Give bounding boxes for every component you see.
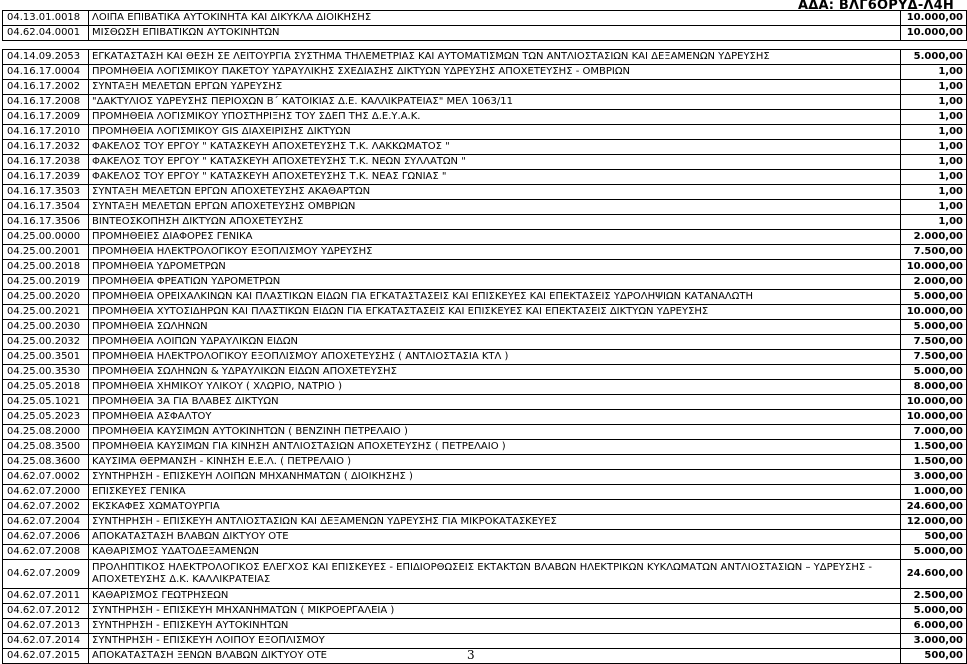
- account-code-cell: 04.25.05.2018: [3, 380, 89, 395]
- account-code-cell: 04.25.00.2018: [3, 260, 89, 275]
- account-code-cell: 04.14.09.2053: [3, 50, 89, 65]
- amount-cell: 10.000,00: [901, 11, 967, 26]
- amount-cell: 5.000,00: [901, 545, 967, 560]
- account-code-cell: 04.62.07.2004: [3, 515, 89, 530]
- amount-cell: 2.000,00: [901, 275, 967, 290]
- amount-cell: 1,00: [901, 80, 967, 95]
- description-cell: "ΔΑΚΤΥΛΙΟΣ ΥΔΡΕΥΣΗΣ ΠΕΡΙΟΧΩΝ Β΄ ΚΑΤΟΙΚΙΑΣ Δ.Ε. ΚΑΛΛΙΚΡΑΤΕΙΑΣ" ΜΕΛ 1063/11: [89, 95, 901, 110]
- description-cell: ΠΡΟΜΗΘΕΙΑ ΥΔΡΟΜΕΤΡΩΝ: [89, 260, 901, 275]
- document-ada-code: ΑΔΑ: ΒΛΓ6ΟΡΥΔ-Λ4Η: [797, 0, 954, 13]
- description-cell: ΦΑΚΕΛΟΣ ΤΟΥ ΕΡΓΟΥ " ΚΑΤΑΣΚΕΥΗ ΑΠΟΧΕΤΕΥΣΗΣ Τ.Κ. ΝΕΩΝ ΣΥΛΛΑΤΩΝ ": [89, 155, 901, 170]
- account-code-cell: 04.16.17.2032: [3, 140, 89, 155]
- page-number: 3: [467, 648, 475, 662]
- table-row: [3, 515, 967, 530]
- table-row: [3, 619, 967, 634]
- table-row: [3, 320, 967, 335]
- amount-cell: 10.000,00: [901, 26, 967, 41]
- description-cell: ΕΠΙΣΚΕΥΕΣ ΓΕΝΙΚΑ: [89, 485, 901, 500]
- table-row: [3, 200, 967, 215]
- description-cell: ΣΥΝΤΗΡΗΣΗ - ΕΠΙΣΚΕΥΗ ΛΟΙΠΩΝ ΜΗΧΑΝΗΜΑΤΩΝ ( ΔΙΟΙΚΗΣΗΣ ): [89, 470, 901, 485]
- description-cell: ΠΡΟΛΗΠΤΙΚΟΣ ΗΛΕΚΤΡΟΛΟΓΙΚΟΣ ΕΛΕΓΧΟΣ ΚΑΙ ΕΠΙΣΚΕΥΕΣ - ΕΠΙΔΙΟΡΘΩΣΕΙΣ ΕΚΤΑΚΤΩΝ ΒΛΑΒΩΝ ΗΛΕΚΤΡΙΚΩΝ ΚΥΚΛΩΜΑΤΩΝ ΑΝΤΛΙΟΣΤΑΣΙΩΝ – ΥΔΡΕΥΣΗΣ - ΑΠΟΧΕΤΕΥΣΗΣ Δ.Κ. ΚΑΛΛΙΚΡΑΤΕΙΑΣ: [89, 560, 901, 589]
- amount-cell: 5.000,00: [901, 365, 967, 380]
- amount-cell: 1,00: [901, 170, 967, 185]
- description-cell: ΣΥΝΤΑΞΗ ΜΕΛΕΤΩΝ ΕΡΓΩΝ ΑΠΟΧΕΤΕΥΣΗΣ ΑΚΑΘΑΡΤΩΝ: [89, 185, 901, 200]
- amount-cell: 7.000,00: [901, 425, 967, 440]
- amount-cell: 10.000,00: [901, 395, 967, 410]
- table-row: [3, 560, 967, 589]
- table-row: [3, 485, 967, 500]
- description-cell: ΣΥΝΤΑΞΗ ΜΕΛΕΤΩΝ ΕΡΓΩΝ ΥΔΡΕΥΣΗΣ: [89, 80, 901, 95]
- table-row: [3, 215, 967, 230]
- amount-cell: 1,00: [901, 200, 967, 215]
- account-code-cell: 04.16.17.3504: [3, 200, 89, 215]
- amount-cell: 3.000,00: [901, 470, 967, 485]
- amount-cell: 1.500,00: [901, 440, 967, 455]
- amount-cell: 1.000,00: [901, 485, 967, 500]
- table-row: [3, 140, 967, 155]
- account-code-cell: 04.62.07.2015: [3, 649, 89, 664]
- amount-cell: 6.000,00: [901, 619, 967, 634]
- amount-cell: 24.600,00: [901, 560, 967, 589]
- description-cell: ΠΡΟΜΗΘΕΙΑ ΦΡΕΑΤΙΩΝ ΥΔΡΟΜΕΤΡΩΝ: [89, 275, 901, 290]
- account-code-cell: 04.62.07.2006: [3, 530, 89, 545]
- amount-cell: 2.500,00: [901, 589, 967, 604]
- account-code-cell: 04.62.07.2012: [3, 604, 89, 619]
- description-cell: ΠΡΟΜΗΘΕΙΑ ΧΗΜΙΚΟΥ ΥΛΙΚΟΥ ( ΧΛΩΡΙΟ, ΝΑΤΡΙΟ ): [89, 380, 901, 395]
- description-cell: ΕΚΣΚΑΦΕΣ ΧΩΜΑΤΟΥΡΓΙΑ: [89, 500, 901, 515]
- table-row: [3, 440, 967, 455]
- description-cell: ΠΡΟΜΗΘΕΙΑ ΛΟΓΙΣΜΙΚΟΥ GIS ΔΙΑΧΕΙΡΙΣΗΣ ΔΙΚΤΥΩΝ: [89, 125, 901, 140]
- table-row: [3, 170, 967, 185]
- account-code-cell: 04.62.07.2008: [3, 545, 89, 560]
- description-cell: ΠΡΟΜΗΘΕΙΑ 3Α ΓΙΑ ΒΛΑΒΕΣ ΔΙΚΤΥΩΝ: [89, 395, 901, 410]
- amount-cell: 500,00: [901, 530, 967, 545]
- table-row: [3, 305, 967, 320]
- table-row: [3, 500, 967, 515]
- spacer-cell: [3, 41, 967, 50]
- account-code-cell: 04.16.17.2039: [3, 170, 89, 185]
- amount-cell: 5.000,00: [901, 604, 967, 619]
- amount-cell: 10.000,00: [901, 305, 967, 320]
- table-row: [3, 11, 967, 26]
- amount-cell: 1,00: [901, 215, 967, 230]
- amount-cell: 1,00: [901, 140, 967, 155]
- budget-table: [2, 10, 967, 664]
- table-row: [3, 260, 967, 275]
- table-row: [3, 335, 967, 350]
- description-cell: ΦΑΚΕΛΟΣ ΤΟΥ ΕΡΓΟΥ " ΚΑΤΑΣΚΕΥΗ ΑΠΟΧΕΤΕΥΣΗΣ Τ.Κ. ΝΕΑΣ ΓΩΝΙΑΣ ": [89, 170, 901, 185]
- table-row: [3, 245, 967, 260]
- table-row: [3, 26, 967, 41]
- table-row: [3, 155, 967, 170]
- description-cell: ΣΥΝΤΑΞΗ ΜΕΛΕΤΩΝ ΕΡΓΩΝ ΑΠΟΧΕΤΕΥΣΗΣ ΟΜΒΡΙΩΝ: [89, 200, 901, 215]
- account-code-cell: 04.25.00.3530: [3, 365, 89, 380]
- account-code-cell: 04.25.05.1021: [3, 395, 89, 410]
- amount-cell: 500,00: [901, 649, 967, 664]
- account-code-cell: 04.25.08.3500: [3, 440, 89, 455]
- account-code-cell: 04.16.17.0004: [3, 65, 89, 80]
- account-code-cell: 04.16.17.3503: [3, 185, 89, 200]
- account-code-cell: 04.16.17.2002: [3, 80, 89, 95]
- description-cell: ΦΑΚΕΛΟΣ ΤΟΥ ΕΡΓΟΥ " ΚΑΤΑΣΚΕΥΗ ΑΠΟΧΕΤΕΥΣΗΣ Τ.Κ. ΛΑΚΚΩΜΑΤΟΣ ": [89, 140, 901, 155]
- description-cell: ΣΥΝΤΗΡΗΣΗ - ΕΠΙΣΚΕΥΗ ΜΗΧΑΝΗΜΑΤΩΝ ( ΜΙΚΡΟΕΡΓΑΛΕΙΑ ): [89, 604, 901, 619]
- description-cell: ΠΡΟΜΗΘΕΙΑ ΣΩΛΗΝΩΝ: [89, 320, 901, 335]
- description-cell: ΠΡΟΜΗΘΕΙΑ ΛΟΓΙΣΜΙΚΟΥ ΥΠΟΣΤΗΡΙΞΗΣ ΤΟΥ ΣΔΕΠ ΤΗΣ Δ.Ε.Υ.Α.Κ.: [89, 110, 901, 125]
- amount-cell: 10.000,00: [901, 260, 967, 275]
- table-row: [3, 230, 967, 245]
- account-code-cell: 04.62.07.2014: [3, 634, 89, 649]
- table-row: [3, 634, 967, 649]
- description-cell: ΠΡΟΜΗΘΕΙΑ ΚΑΥΣΙΜΩΝ ΑΥΤΟΚΙΝΗΤΩΝ ( ΒΕΝΖΙΝΗ ΠΕΤΡΕΛΑΙΟ ): [89, 425, 901, 440]
- description-cell: ΠΡΟΜΗΘΕΙΑ ΗΛΕΚΤΡΟΛΟΓΙΚΟΥ ΕΞΟΠΛΙΣΜΟΥ ΑΠΟΧΕΤΕΥΣΗΣ ( ΑΝΤΛΙΟΣΤΑΣΙΑ ΚΤΛ ): [89, 350, 901, 365]
- description-cell: ΠΡΟΜΗΘΕΙΑ ΑΣΦΑΛΤΟΥ: [89, 410, 901, 425]
- description-cell: ΠΡΟΜΗΘΕΙΕΣ ΔΙΑΦΟΡΕΣ ΓΕΝΙΚΑ: [89, 230, 901, 245]
- amount-cell: 5.000,00: [901, 290, 967, 305]
- description-cell: ΣΥΝΤΗΡΗΣΗ - ΕΠΙΣΚΕΥΗ ΑΥΤΟΚΙΝΗΤΩΝ: [89, 619, 901, 634]
- amount-cell: 1,00: [901, 125, 967, 140]
- amount-cell: 12.000,00: [901, 515, 967, 530]
- account-code-cell: 04.16.17.2009: [3, 110, 89, 125]
- account-code-cell: 04.62.07.2000: [3, 485, 89, 500]
- table-row: [3, 350, 967, 365]
- account-code-cell: 04.25.00.2001: [3, 245, 89, 260]
- amount-cell: 1.500,00: [901, 455, 967, 470]
- description-cell: ΑΠΟΚΑΤΑΣΤΑΣΗ ΒΛΑΒΩΝ ΔΙΚΤΥΟΥ ΟΤΕ: [89, 530, 901, 545]
- account-code-cell: 04.25.00.2021: [3, 305, 89, 320]
- budget-table-body: [3, 11, 967, 664]
- description-cell: ΑΠΟΚΑΤΑΣΤΑΣΗ ΞΕΝΩΝ ΒΛΑΒΩΝ ΔΙΚΤΥΟΥ ΟΤΕ: [89, 649, 901, 664]
- account-code-cell: 04.62.04.0001: [3, 26, 89, 41]
- account-code-cell: 04.25.00.3501: [3, 350, 89, 365]
- amount-cell: 1,00: [901, 155, 967, 170]
- row-spacer: [3, 41, 967, 50]
- account-code-cell: 04.16.17.2008: [3, 95, 89, 110]
- account-code-cell: 04.25.00.2019: [3, 275, 89, 290]
- description-cell: ΒΙΝΤΕΟΣΚΟΠΗΣΗ ΔΙΚΤΥΩΝ ΑΠΟΧΕΤΕΥΣΗΣ: [89, 215, 901, 230]
- table-row: [3, 425, 967, 440]
- account-code-cell: 04.25.00.2030: [3, 320, 89, 335]
- description-cell: ΠΡΟΜΗΘΕΙΑ ΧΥΤΟΣΙΔΗΡΩΝ ΚΑΙ ΠΛΑΣΤΙΚΩΝ ΕΙΔΩΝ ΓΙΑ ΕΓΚΑΤΑΣΤΑΣΕΙΣ ΚΑΙ ΕΠΙΣΚΕΥΕΣ ΚΑΙ ΕΠΕΚΤΑΣΕΙΣ ΔΙΚΤΥΩΝ ΥΔΡΕΥΣΗΣ: [89, 305, 901, 320]
- amount-cell: 7.500,00: [901, 245, 967, 260]
- amount-cell: 10.000,00: [901, 410, 967, 425]
- table-row: [3, 275, 967, 290]
- description-cell: ΠΡΟΜΗΘΕΙΑ ΣΩΛΗΝΩΝ & ΥΔΡΑΥΛΙΚΩΝ ΕΙΔΩΝ ΑΠΟΧΕΤΕΥΣΗΣ: [89, 365, 901, 380]
- table-row: [3, 395, 967, 410]
- description-cell: ΠΡΟΜΗΘΕΙΑ ΗΛΕΚΤΡΟΛΟΓΙΚΟΥ ΕΞΟΠΛΙΣΜΟΥ ΥΔΡΕΥΣΗΣ: [89, 245, 901, 260]
- description-cell: ΚΑΘΑΡΙΣΜΟΣ ΓΕΩΤΡΗΣΕΩΝ: [89, 589, 901, 604]
- table-row: [3, 604, 967, 619]
- amount-cell: 1,00: [901, 185, 967, 200]
- description-cell: ΠΡΟΜΗΘΕΙΑ ΛΟΓΙΣΜΙΚΟΥ ΠΑΚΕΤΟΥ ΥΔΡΑΥΛΙΚΗΣ ΣΧΕΔΙΑΣΗΣ ΔΙΚΤΥΩΝ ΥΔΡΕΥΣΗΣ ΑΠΟΧΕΤΕΥΣΗΣ - ΟΜΒΡΙΩΝ: [89, 65, 901, 80]
- description-cell: ΜΙΣΘΩΣΗ ΕΠΙΒΑΤΙΚΩΝ ΑΥΤΟΚΙΝΗΤΩΝ: [89, 26, 901, 41]
- table-row: [3, 545, 967, 560]
- account-code-cell: 04.13.01.0018: [3, 11, 89, 26]
- description-cell: ΕΓΚΑΤΑΣΤΑΣΗ ΚΑΙ ΘΕΣΗ ΣΕ ΛΕΙΤΟΥΡΓΙΑ ΣΥΣΤΗΜΑ ΤΗΛΕΜΕΤΡΙΑΣ ΚΑΙ ΑΥΤΟΜΑΤΙΣΜΩΝ ΤΩΝ ΑΝΤΛΙΟΣΤΑΣΙΩΝ ΚΑΙ ΔΕΞΑΜΕΝΩΝ ΥΔΡΕΥΣΗΣ: [89, 50, 901, 65]
- account-code-cell: 04.25.08.2000: [3, 425, 89, 440]
- amount-cell: 5.000,00: [901, 50, 967, 65]
- account-code-cell: 04.62.07.2002: [3, 500, 89, 515]
- table-row: [3, 470, 967, 485]
- table-row: [3, 95, 967, 110]
- amount-cell: 7.500,00: [901, 335, 967, 350]
- table-row: [3, 110, 967, 125]
- description-cell: ΚΑΘΑΡΙΣΜΟΣ ΥΔΑΤΟΔΕΞΑΜΕΝΩΝ: [89, 545, 901, 560]
- table-row: [3, 455, 967, 470]
- amount-cell: 8.000,00: [901, 380, 967, 395]
- table-row: [3, 80, 967, 95]
- amount-cell: 1,00: [901, 95, 967, 110]
- account-code-cell: 04.16.17.3506: [3, 215, 89, 230]
- description-cell: ΣΥΝΤΗΡΗΣΗ - ΕΠΙΣΚΕΥΗ ΑΝΤΛΙΟΣΤΑΣΙΩΝ ΚΑΙ ΔΕΞΑΜΕΝΩΝ ΥΔΡΕΥΣΗΣ ΓΙΑ ΜΙΚΡΟΚΑΤΑΣΚΕΥΕΣ: [89, 515, 901, 530]
- table-row: [3, 50, 967, 65]
- description-cell: ΠΡΟΜΗΘΕΙΑ ΛΟΙΠΩΝ ΥΔΡΑΥΛΙΚΩΝ ΕΙΔΩΝ: [89, 335, 901, 350]
- description-cell: ΣΥΝΤΗΡΗΣΗ - ΕΠΙΣΚΕΥΗ ΛΟΙΠΟΥ ΕΞΟΠΛΙΣΜΟΥ: [89, 634, 901, 649]
- account-code-cell: 04.25.08.3600: [3, 455, 89, 470]
- amount-cell: 24.600,00: [901, 500, 967, 515]
- table-row: [3, 380, 967, 395]
- amount-cell: 1,00: [901, 110, 967, 125]
- table-row: [3, 65, 967, 80]
- account-code-cell: 04.62.07.2013: [3, 619, 89, 634]
- account-code-cell: 04.25.05.2023: [3, 410, 89, 425]
- account-code-cell: 04.62.07.2011: [3, 589, 89, 604]
- account-code-cell: 04.62.07.2009: [3, 560, 89, 589]
- table-row: [3, 589, 967, 604]
- table-row: [3, 410, 967, 425]
- amount-cell: 7.500,00: [901, 350, 967, 365]
- amount-cell: 2.000,00: [901, 230, 967, 245]
- account-code-cell: 04.25.00.0000: [3, 230, 89, 245]
- description-cell: ΠΡΟΜΗΘΕΙΑ ΚΑΥΣΙΜΩΝ ΓΙΑ ΚΙΝΗΣΗ ΑΝΤΛΙΟΣΤΑΣΙΩΝ ΑΠΟΧΕΤΕΥΣΗΣ ( ΠΕΤΡΕΛΑΙΟ ): [89, 440, 901, 455]
- table-row: [3, 290, 967, 305]
- account-code-cell: 04.16.17.2010: [3, 125, 89, 140]
- description-cell: ΠΡΟΜΗΘΕΙΑ ΟΡΕΙΧΑΛΚΙΝΩΝ ΚΑΙ ΠΛΑΣΤΙΚΩΝ ΕΙΔΩΝ ΓΙΑ ΕΓΚΑΤΑΣΤΑΣΕΙΣ ΚΑΙ ΕΠΙΣΚΕΥΕΣ ΚΑΙ ΕΠΕΚΤΑΣΕΙΣ ΥΔΡΟΛΗΨΙΩΝ ΚΑΤΑΝΑΛΩΤΗ: [89, 290, 901, 305]
- description-cell: ΛΟΙΠΑ ΕΠΙΒΑΤΙΚΑ ΑΥΤΟΚΙΝΗΤΑ ΚΑΙ ΔΙΚΥΚΛΑ ΔΙΟΙΚΗΣΗΣ: [89, 11, 901, 26]
- table-row: [3, 185, 967, 200]
- amount-cell: 3.000,00: [901, 634, 967, 649]
- amount-cell: 1,00: [901, 65, 967, 80]
- table-row: [3, 530, 967, 545]
- amount-cell: 5.000,00: [901, 320, 967, 335]
- account-code-cell: 04.62.07.0002: [3, 470, 89, 485]
- table-row: [3, 125, 967, 140]
- table-row: [3, 649, 967, 664]
- account-code-cell: 04.16.17.2038: [3, 155, 89, 170]
- account-code-cell: 04.25.00.2020: [3, 290, 89, 305]
- account-code-cell: 04.25.00.2032: [3, 335, 89, 350]
- table-row: [3, 365, 967, 380]
- description-cell: ΚΑΥΣΙΜΑ ΘΕΡΜΑΝΣΗ - ΚΙΝΗΣΗ Ε.Ε.Λ. ( ΠΕΤΡΕΛΑΙΟ ): [89, 455, 901, 470]
